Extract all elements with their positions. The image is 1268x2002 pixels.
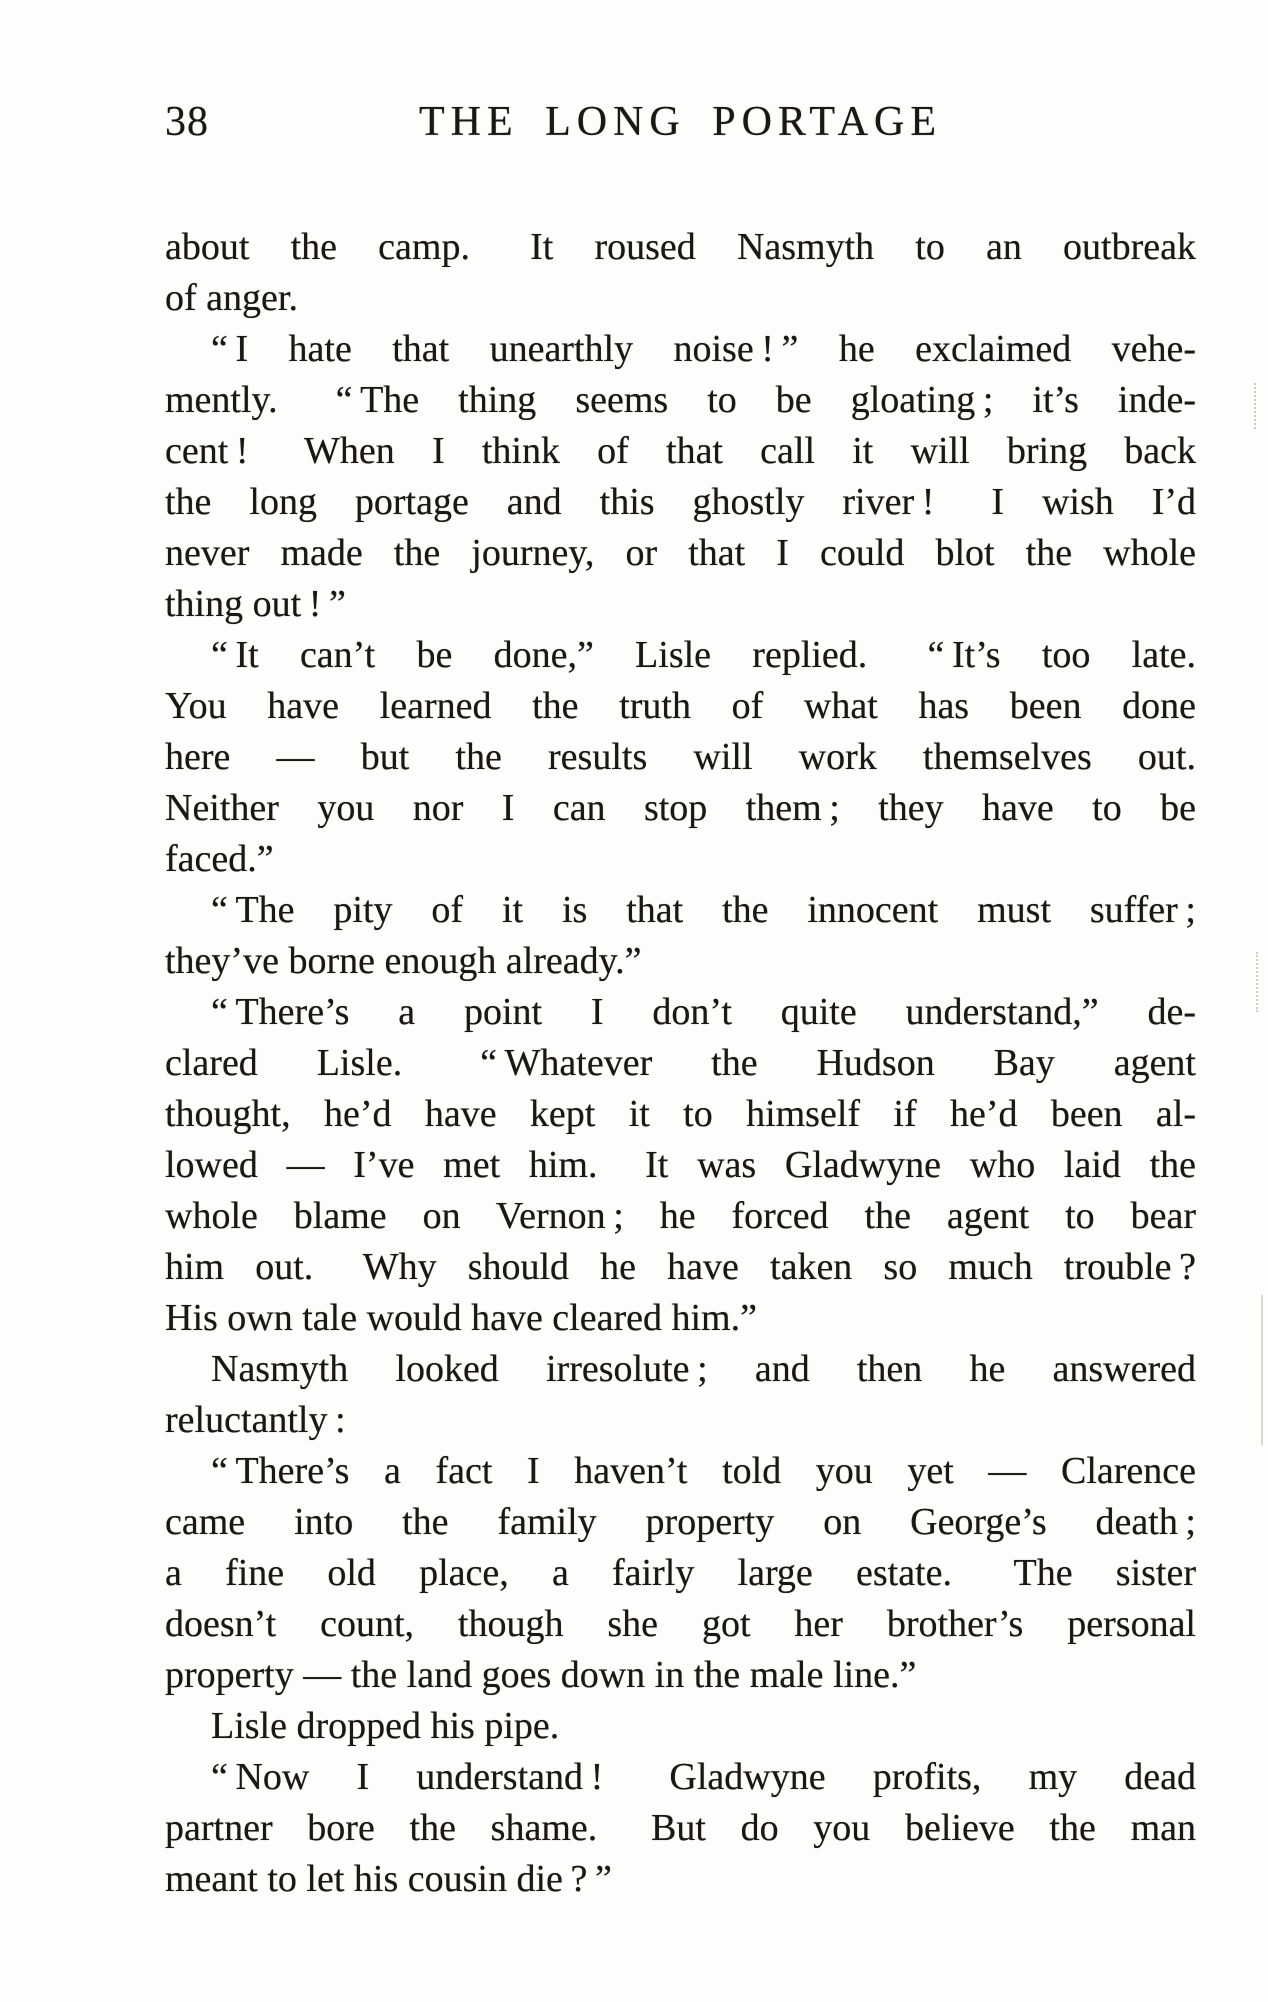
text-line: partner bore the shame. But do you believe the man <box>165 1807 1196 1849</box>
text-line: mently. “ The thing seems to be gloating ; it’s inde- <box>165 379 1196 421</box>
text-line: meant to let his cousin die ? ” <box>165 1858 612 1900</box>
text-line: him out. Why should he have taken so much trouble ? <box>165 1246 1196 1288</box>
text-line: You have learned the truth of what has been done <box>165 685 1196 727</box>
text-line: Lisle dropped his pipe. <box>211 1705 560 1747</box>
text-line: thing out ! ” <box>165 583 346 625</box>
text-line: “ Now I understand ! Gladwyne profits, my dead <box>211 1756 1196 1798</box>
scan-artifact <box>1253 952 1258 1012</box>
text-line: here — but the results will work themselves out. <box>165 736 1196 778</box>
text-line: “ There’s a point I don’t quite understand,” de- <box>211 991 1196 1033</box>
paragraph <box>165 1701 1196 1752</box>
scan-artifact <box>1261 1295 1263 1445</box>
text-line: “ The pity of it is that the innocent must suffer ; <box>211 889 1196 931</box>
text-line: about the camp. It roused Nasmyth to an outbreak <box>165 226 1196 268</box>
text-line: they’ve borne enough already.” <box>165 940 642 982</box>
text-line: cent ! When I think of that call it will bring back <box>165 430 1196 472</box>
paragraph <box>165 987 1196 1344</box>
text-line: never made the journey, or that I could blot the whole <box>165 532 1196 574</box>
paragraph <box>165 1752 1196 1905</box>
paragraph <box>165 324 1196 630</box>
text-line: came into the family property on George’s death ; <box>165 1501 1196 1543</box>
text-line: clared Lisle. “ Whatever the Hudson Bay agent <box>165 1042 1196 1084</box>
page-header <box>165 99 1196 145</box>
running-title: THE LONG PORTAGE <box>418 99 943 145</box>
text-line: reluctantly : <box>165 1399 346 1441</box>
text-line: “ I hate that unearthly noise ! ” he exclaimed vehe- <box>211 328 1196 370</box>
text-line: “ There’s a fact I haven’t told you yet — Clarence <box>211 1450 1196 1492</box>
paragraph <box>165 1344 1196 1446</box>
paragraph <box>165 1446 1196 1701</box>
text-line: the long portage and this ghostly river ! I wish I’d <box>165 481 1196 523</box>
text-line: a fine old place, a fairly large estate. The sister <box>165 1552 1196 1594</box>
body-text <box>165 222 1196 1905</box>
text-line: property — the land goes down in the male line.” <box>165 1654 917 1696</box>
text-line: Neither you nor I can stop them ; they have to be <box>165 787 1196 829</box>
text-line: “ It can’t be done,” Lisle replied. “ It’s too late. <box>211 634 1196 676</box>
text-line: lowed — I’ve met him. It was Gladwyne who laid the <box>165 1144 1196 1186</box>
text-line: doesn’t count, though she got her brother’s personal <box>165 1603 1196 1645</box>
paragraph <box>165 222 1196 324</box>
text-line: His own tale would have cleared him.” <box>165 1297 757 1339</box>
text-line: thought, he’d have kept it to himself if he’d been al- <box>165 1093 1196 1135</box>
paragraph <box>165 630 1196 885</box>
scan-artifact <box>1251 383 1256 429</box>
text-line: whole blame on Vernon ; he forced the agent to bear <box>165 1195 1196 1237</box>
text-line: Nasmyth looked irresolute ; and then he answered <box>211 1348 1196 1390</box>
page-number: 38 <box>165 99 209 145</box>
text-line: of anger. <box>165 277 298 319</box>
paragraph <box>165 885 1196 987</box>
text-line: faced.” <box>165 838 274 880</box>
